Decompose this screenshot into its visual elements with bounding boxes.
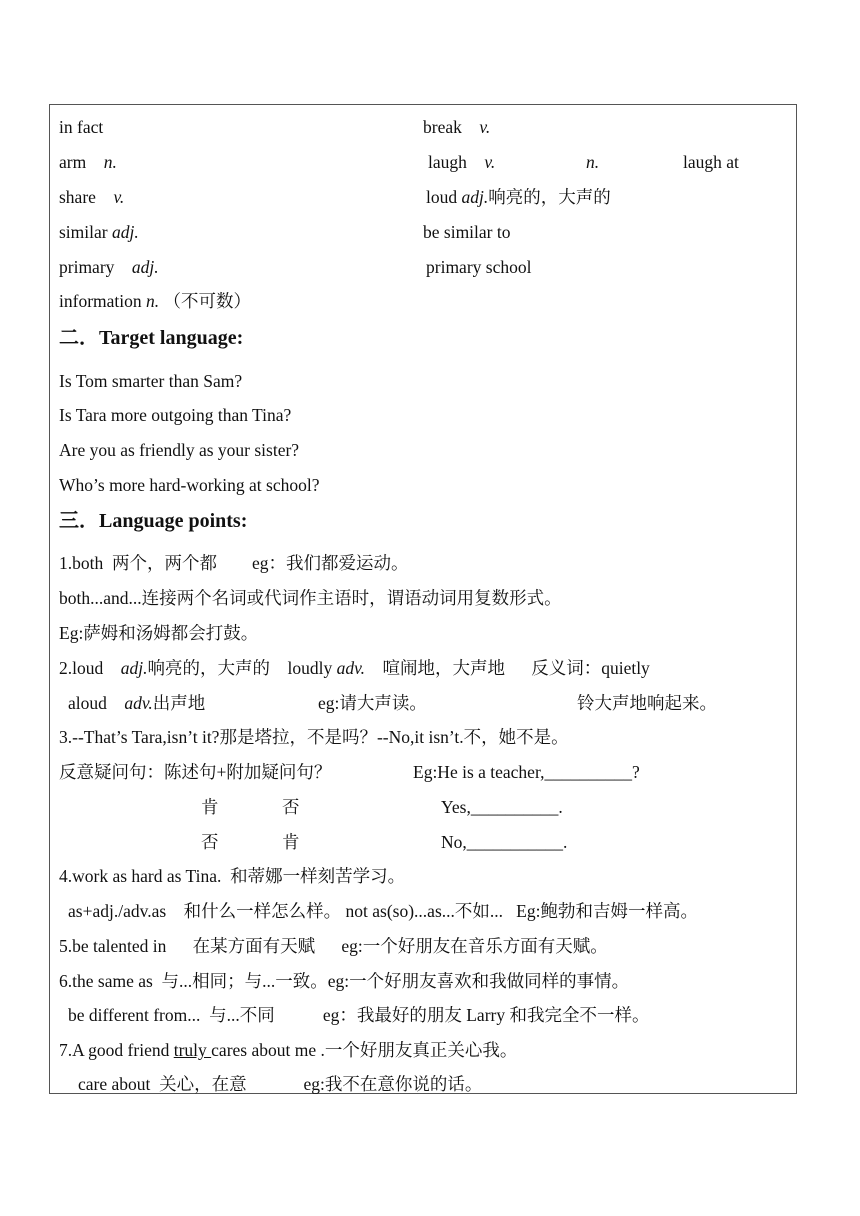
point-3-negative-label: 否 — [282, 797, 300, 817]
document-box — [49, 104, 797, 1094]
vocab-laugh: laugh v. — [428, 152, 496, 172]
vocab-break: break v. — [423, 117, 491, 137]
point-4-line-b: as+adj./adv.as 和什么一样怎么样。 not as(so)...as...不如... Eg:鲍勃和吉姆一样高。 — [68, 901, 698, 921]
point-7-line-a: 7.A good friend truly cares about me .一个好朋友真正关心我。 — [59, 1040, 518, 1060]
vocab-share: share v. — [59, 187, 125, 207]
point-1-line-b: both...and...连接两个名词或代词作主语时，谓语动词用复数形式。 — [59, 588, 562, 608]
target-sentence-4: Who’s more hard-working at school? — [59, 475, 320, 495]
point-3-line-b: 反意疑问句：陈述句+附加疑问句？ — [59, 762, 332, 782]
point-3-yes-blank: Yes,__________. — [441, 797, 563, 817]
underlined-truly: truly — [173, 1040, 212, 1060]
point-6-line-a: 6.the same as 与...相同；与...一致。eg:一个好朋友喜欢和我做同样的事情。 — [59, 971, 630, 991]
vocab-arm: arm n. — [59, 152, 117, 172]
point-1-line-c: Eg:萨姆和汤姆都会打鼓。 — [59, 623, 259, 643]
point-2-example-b: 铃大声地响起来。 — [577, 693, 717, 713]
vocab-primary: primary adj. — [59, 257, 159, 277]
target-sentence-1: Is Tom smarter than Sam? — [59, 371, 243, 391]
target-sentence-2: Is Tara more outgoing than Tina? — [59, 405, 292, 425]
point-3-positive-label: 肯 — [201, 797, 219, 817]
vocab-similar: similar adj. — [59, 222, 139, 242]
point-3-positive-label-2: 肯 — [282, 832, 300, 852]
point-2-line-a: 2.loud adj.响亮的，大声的 loudly adv. 喧闹地，大声地 反义词：quietly — [59, 658, 650, 678]
target-sentence-3: Are you as friendly as your sister? — [59, 440, 300, 460]
point-3-negative-label-2: 否 — [201, 832, 219, 852]
vocab-loud: loud adj.响亮的，大声的 — [426, 187, 611, 207]
point-5-line: 5.be talented in 在某方面有天赋 eg:一个好朋友在音乐方面有天赋。 — [59, 936, 608, 956]
section-heading-language-points: 三．Language points: — [59, 510, 248, 532]
vocab-be-similar-to: be similar to — [423, 222, 511, 242]
point-2-line-b: aloud adv.出声地 — [68, 693, 206, 713]
point-6-line-b: be different from... 与...不同 eg：我最好的朋友 Larry 和我完全不一样。 — [68, 1005, 650, 1025]
vocab-laugh-at: laugh at — [683, 152, 739, 172]
point-3-example: Eg:He is a teacher,__________? — [413, 762, 640, 782]
section-heading-target-language: 二．Target language: — [59, 327, 244, 349]
vocab-primary-school: primary school — [426, 257, 532, 277]
point-3-no-blank: No,___________. — [441, 832, 568, 852]
point-1-line-a: 1.both 两个，两个都 eg：我们都爱运动。 — [59, 553, 409, 573]
vocab-laugh-noun: n. — [586, 152, 600, 172]
point-4-line-a: 4.work as hard as Tina. 和蒂娜一样刻苦学习。 — [59, 866, 406, 886]
point-3-line-a: 3.--That’s Tara,isn’t it?那是塔拉，不是吗？--No,it isn’t.不，她不是。 — [59, 727, 569, 747]
point-2-example-a: eg:请大声读。 — [318, 693, 427, 713]
vocab-information: information n. （不可数） — [59, 291, 251, 311]
vocab-in-fact: in fact — [59, 117, 104, 137]
point-7-line-b: care about 关心，在意 eg:我不在意你说的话。 — [78, 1074, 483, 1094]
